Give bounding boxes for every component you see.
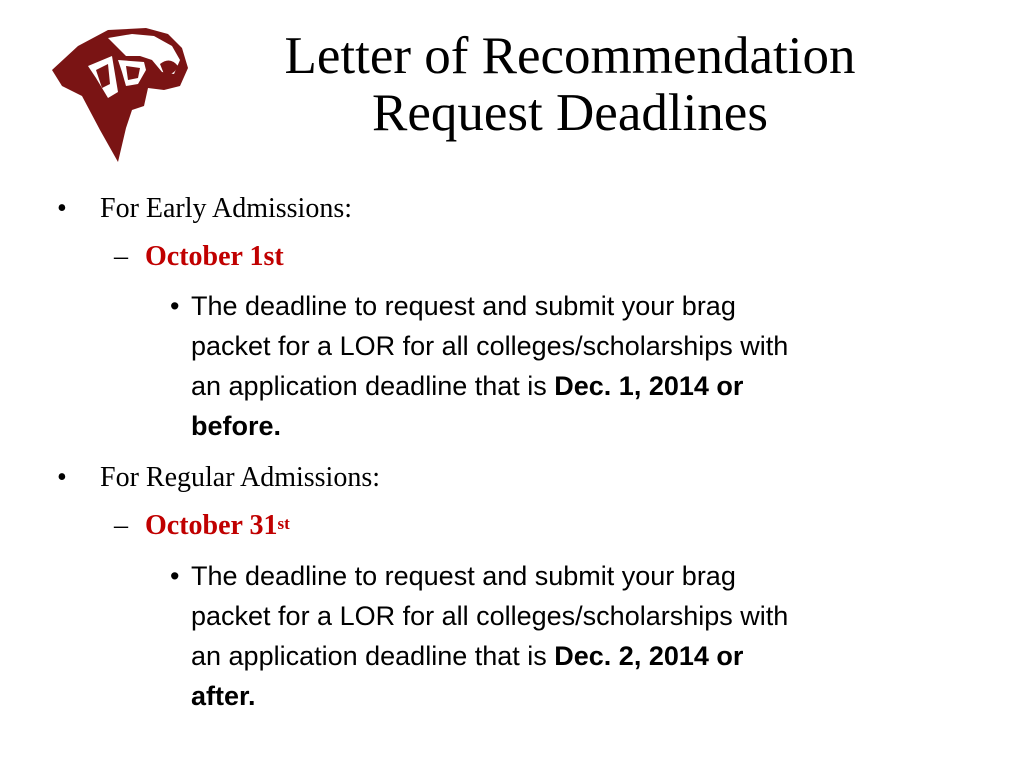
detail-line-3 — [191, 366, 960, 406]
detail-regular — [170, 556, 960, 716]
deadline-regular — [114, 510, 514, 542]
deadline-early — [114, 241, 514, 273]
section-heading-regular — [57, 462, 557, 494]
dash-icon: – — [114, 510, 128, 541]
detail-line-3-text: an application deadline that is — [191, 641, 555, 671]
detail-date: Dec. 1, 2014 or — [554, 371, 744, 401]
heading-text: For Regular Admissions: — [100, 462, 381, 493]
detail-line-1: The deadline to request and submit your brag — [191, 561, 736, 591]
detail-line-3-text: an application deadline that is — [191, 371, 555, 401]
deadline-main: October 31 — [145, 510, 278, 541]
slide-title — [210, 28, 930, 142]
detail-date: Dec. 2, 2014 or — [554, 641, 744, 671]
deadline-text: October 1st — [145, 241, 284, 272]
title-line-2: Request Deadlines — [372, 84, 768, 142]
school-mascot-logo-icon — [48, 26, 190, 164]
bullet-icon: • — [170, 291, 180, 321]
bullet-icon: • — [57, 193, 67, 224]
deadline-text — [145, 510, 290, 542]
title-line-1: Letter of Recommendation — [284, 27, 856, 85]
detail-line-4: before. — [191, 411, 282, 441]
detail-line-4: after. — [191, 681, 256, 711]
bullet-icon: • — [57, 462, 67, 493]
detail-early — [170, 286, 960, 446]
detail-line-3 — [191, 636, 960, 676]
dash-icon: – — [114, 241, 128, 272]
detail-line-2: packet for a LOR for all colleges/scholarships with — [191, 601, 789, 631]
detail-line-2: packet for a LOR for all colleges/scholarships with — [191, 331, 789, 361]
deadline-suffix: st — [277, 514, 290, 533]
heading-text: For Early Admissions: — [100, 193, 353, 224]
section-heading-early — [57, 193, 557, 225]
bullet-icon: • — [170, 561, 180, 591]
detail-line-1: The deadline to request and submit your brag — [191, 291, 736, 321]
